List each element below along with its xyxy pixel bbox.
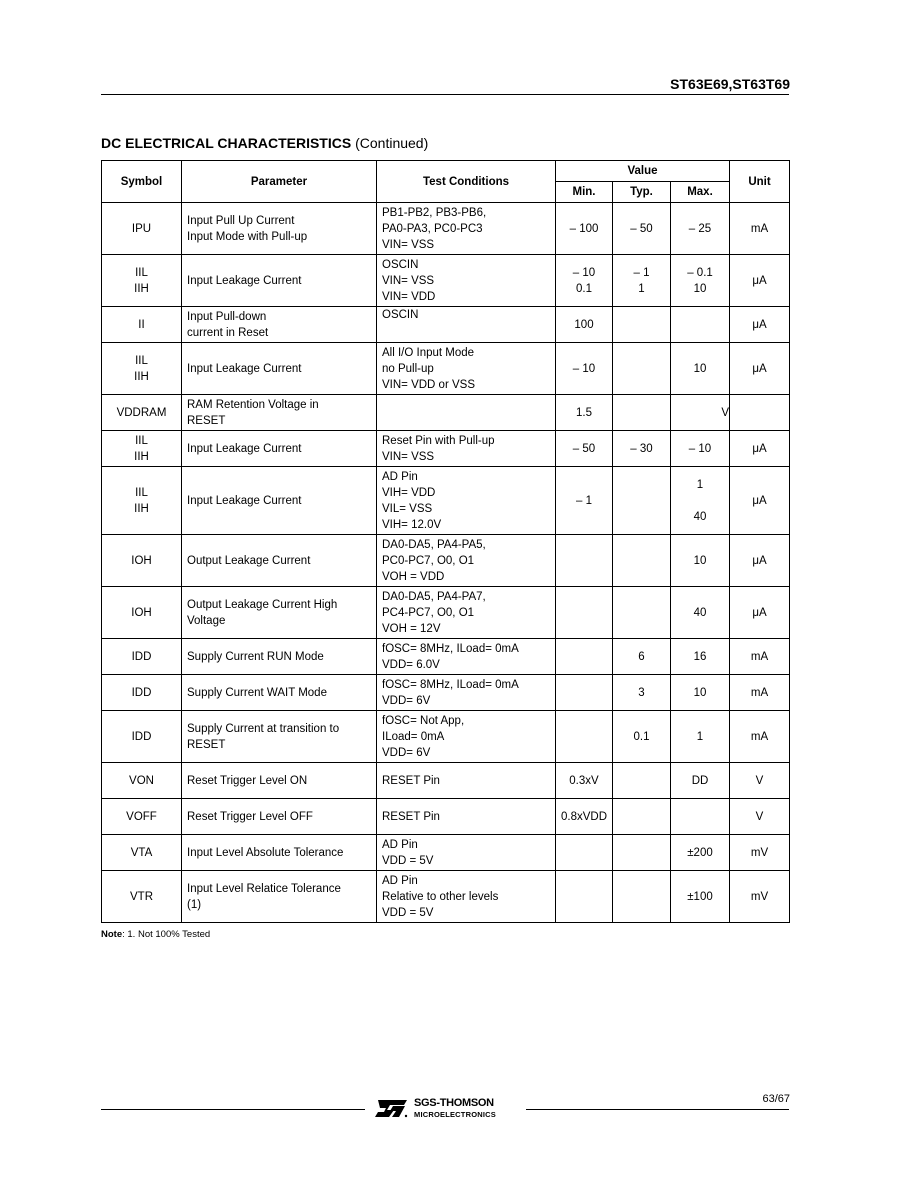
cell-min: – 10 [556, 343, 613, 395]
cell-max [671, 799, 730, 835]
cell-min [556, 587, 613, 639]
cell-unit: mV [730, 871, 790, 923]
cell-conditions: fOSC= Not App, ILoad= 0mA VDD= 6V [377, 711, 556, 763]
cell-parameter: Supply Current RUN Mode [182, 639, 377, 675]
table-row [102, 639, 790, 675]
table-row [102, 535, 790, 587]
cell-typ [613, 763, 671, 799]
cell-unit: μA [730, 467, 790, 535]
cell-unit: μA [730, 343, 790, 395]
table-row [102, 395, 790, 431]
section-title-main: DC ELECTRICAL CHARACTERISTICS [101, 135, 352, 151]
cell-unit: mA [730, 675, 790, 711]
cell-min: 0.3xV [556, 763, 613, 799]
cell-min: 100 [556, 307, 613, 343]
table-row [102, 343, 790, 395]
cell-min: 0.8xVDD [556, 799, 613, 835]
header-parameter: Parameter [182, 161, 377, 203]
footer-rule-left [101, 1109, 365, 1110]
cell-unit: mV [730, 835, 790, 871]
footer-rule-right [526, 1109, 789, 1110]
cell-min [556, 535, 613, 587]
cell-conditions: OSCIN [377, 307, 556, 343]
cell-min: 1.5 [556, 395, 613, 431]
table-row [102, 799, 790, 835]
cell-conditions [377, 395, 556, 431]
cell-parameter: Output Leakage Current High Voltage [182, 587, 377, 639]
footnote-text: : 1. Not 100% Tested [122, 929, 211, 940]
cell-symbol: VTA [102, 835, 182, 871]
cell-parameter: RAM Retention Voltage in RESET [182, 395, 377, 431]
cell-symbol: II [102, 307, 182, 343]
cell-max: – 25 [671, 203, 730, 255]
cell-typ [613, 535, 671, 587]
cell-conditions: All I/O Input Mode no Pull-up VIN= VDD or VSS [377, 343, 556, 395]
dc-characteristics-table [101, 160, 790, 923]
cell-max: 1 [671, 711, 730, 763]
cell-max: ±200 [671, 835, 730, 871]
table-row [102, 203, 790, 255]
cell-max: V [671, 395, 730, 431]
cell-max: – 0.1 10 [671, 255, 730, 307]
cell-max: – 10 [671, 431, 730, 467]
cell-typ: 0.1 [613, 711, 671, 763]
cell-unit: μA [730, 587, 790, 639]
table-row [102, 307, 790, 343]
cell-symbol: IOH [102, 535, 182, 587]
logo-company-subtitle: MICROELECTRONICS [414, 1110, 496, 1119]
header-symbol: Symbol [102, 161, 182, 203]
cell-typ [613, 395, 671, 431]
cell-conditions: OSCIN VIN= VSS VIN= VDD [377, 255, 556, 307]
cell-max: 10 [671, 535, 730, 587]
cell-unit: μA [730, 535, 790, 587]
cell-conditions: fOSC= 8MHz, ILoad= 0mA VDD= 6V [377, 675, 556, 711]
cell-parameter: Supply Current at transition to RESET [182, 711, 377, 763]
cell-symbol: IIL IIH [102, 467, 182, 535]
cell-symbol: IPU [102, 203, 182, 255]
cell-conditions: RESET Pin [377, 799, 556, 835]
cell-min [556, 871, 613, 923]
cell-conditions: fOSC= 8MHz, ILoad= 0mA VDD= 6.0V [377, 639, 556, 675]
cell-unit: V [730, 763, 790, 799]
cell-parameter: Input Level Absolute Tolerance [182, 835, 377, 871]
cell-symbol: VDDRAM [102, 395, 182, 431]
header-unit: Unit [730, 161, 790, 203]
cell-min: – 50 [556, 431, 613, 467]
cell-parameter: Reset Trigger Level ON [182, 763, 377, 799]
cell-parameter: Input Leakage Current [182, 255, 377, 307]
section-title [101, 135, 428, 151]
cell-min [556, 711, 613, 763]
cell-symbol: IDD [102, 675, 182, 711]
cell-min: – 100 [556, 203, 613, 255]
cell-typ: – 50 [613, 203, 671, 255]
cell-unit: V [730, 799, 790, 835]
cell-parameter: Input Pull-down current in Reset [182, 307, 377, 343]
cell-symbol: IIL IIH [102, 255, 182, 307]
cell-parameter: Input Leakage Current [182, 467, 377, 535]
cell-symbol: IOH [102, 587, 182, 639]
cell-max: 10 [671, 343, 730, 395]
cell-typ [613, 871, 671, 923]
cell-symbol: IIL IIH [102, 431, 182, 467]
cell-unit: μA [730, 307, 790, 343]
cell-parameter: Supply Current WAIT Mode [182, 675, 377, 711]
cell-typ [613, 799, 671, 835]
cell-conditions: Reset Pin with Pull-up VIN= VSS [377, 431, 556, 467]
cell-typ: 6 [613, 639, 671, 675]
header-rule [101, 94, 789, 95]
cell-typ [613, 835, 671, 871]
cell-typ [613, 467, 671, 535]
cell-unit: μA [730, 431, 790, 467]
header-test-conditions: Test Conditions [377, 161, 556, 203]
cell-max [671, 307, 730, 343]
table-row [102, 763, 790, 799]
cell-typ: 3 [613, 675, 671, 711]
cell-unit [730, 395, 790, 431]
table-row [102, 871, 790, 923]
cell-unit: mA [730, 639, 790, 675]
cell-max: 1 40 [671, 467, 730, 535]
cell-parameter: Output Leakage Current [182, 535, 377, 587]
cell-min [556, 675, 613, 711]
cell-typ [613, 587, 671, 639]
cell-symbol: IIL IIH [102, 343, 182, 395]
footnote [101, 929, 210, 940]
cell-typ: – 1 1 [613, 255, 671, 307]
cell-conditions: PB1-PB2, PB3-PB6, PA0-PA3, PC0-PC3 VIN= VSS [377, 203, 556, 255]
table-row [102, 587, 790, 639]
cell-symbol: IDD [102, 711, 182, 763]
cell-min: – 10 0.1 [556, 255, 613, 307]
cell-min: – 1 [556, 467, 613, 535]
cell-min [556, 639, 613, 675]
cell-symbol: VOFF [102, 799, 182, 835]
cell-max: 40 [671, 587, 730, 639]
cell-conditions: RESET Pin [377, 763, 556, 799]
header-min: Min. [556, 182, 613, 203]
cell-symbol: VON [102, 763, 182, 799]
cell-conditions: DA0-DA5, PA4-PA5, PC0-PC7, O0, O1 VOH = VDD [377, 535, 556, 587]
cell-max: DD [671, 763, 730, 799]
cell-typ [613, 343, 671, 395]
header-max: Max. [671, 182, 730, 203]
cell-unit: μA [730, 255, 790, 307]
cell-conditions: AD Pin VIH= VDD VIL= VSS VIH= 12.0V [377, 467, 556, 535]
st-logo-icon [374, 1098, 408, 1118]
cell-parameter: Input Level Relatice Tolerance (1) [182, 871, 377, 923]
header-value: Value [556, 161, 730, 182]
company-logo [374, 1096, 524, 1122]
cell-max: ±100 [671, 871, 730, 923]
cell-parameter: Input Pull Up Current Input Mode with Pull-up [182, 203, 377, 255]
cell-min [556, 835, 613, 871]
cell-parameter: Reset Trigger Level OFF [182, 799, 377, 835]
section-title-suffix: (Continued) [355, 135, 429, 151]
document-title: ST63E69,ST63T69 [670, 76, 790, 92]
cell-unit: mA [730, 203, 790, 255]
cell-conditions: AD Pin VDD = 5V [377, 835, 556, 871]
table-row [102, 431, 790, 467]
cell-typ [613, 307, 671, 343]
table-row [102, 835, 790, 871]
cell-typ: – 30 [613, 431, 671, 467]
page-number: 63/67 [762, 1093, 790, 1105]
cell-max: 16 [671, 639, 730, 675]
cell-max: 10 [671, 675, 730, 711]
table-row [102, 255, 790, 307]
cell-conditions: DA0-DA5, PA4-PA7, PC4-PC7, O0, O1 VOH = 12V [377, 587, 556, 639]
cell-conditions: AD Pin Relative to other levels VDD = 5V [377, 871, 556, 923]
table-row [102, 711, 790, 763]
cell-parameter: Input Leakage Current [182, 431, 377, 467]
table-row [102, 675, 790, 711]
footnote-label: Note [101, 929, 123, 940]
cell-symbol: VTR [102, 871, 182, 923]
cell-unit: mA [730, 711, 790, 763]
cell-symbol: IDD [102, 639, 182, 675]
cell-parameter: Input Leakage Current [182, 343, 377, 395]
table-row [102, 467, 790, 535]
logo-company-name: SGS-THOMSON [414, 1097, 494, 1109]
header-typ: Typ. [613, 182, 671, 203]
